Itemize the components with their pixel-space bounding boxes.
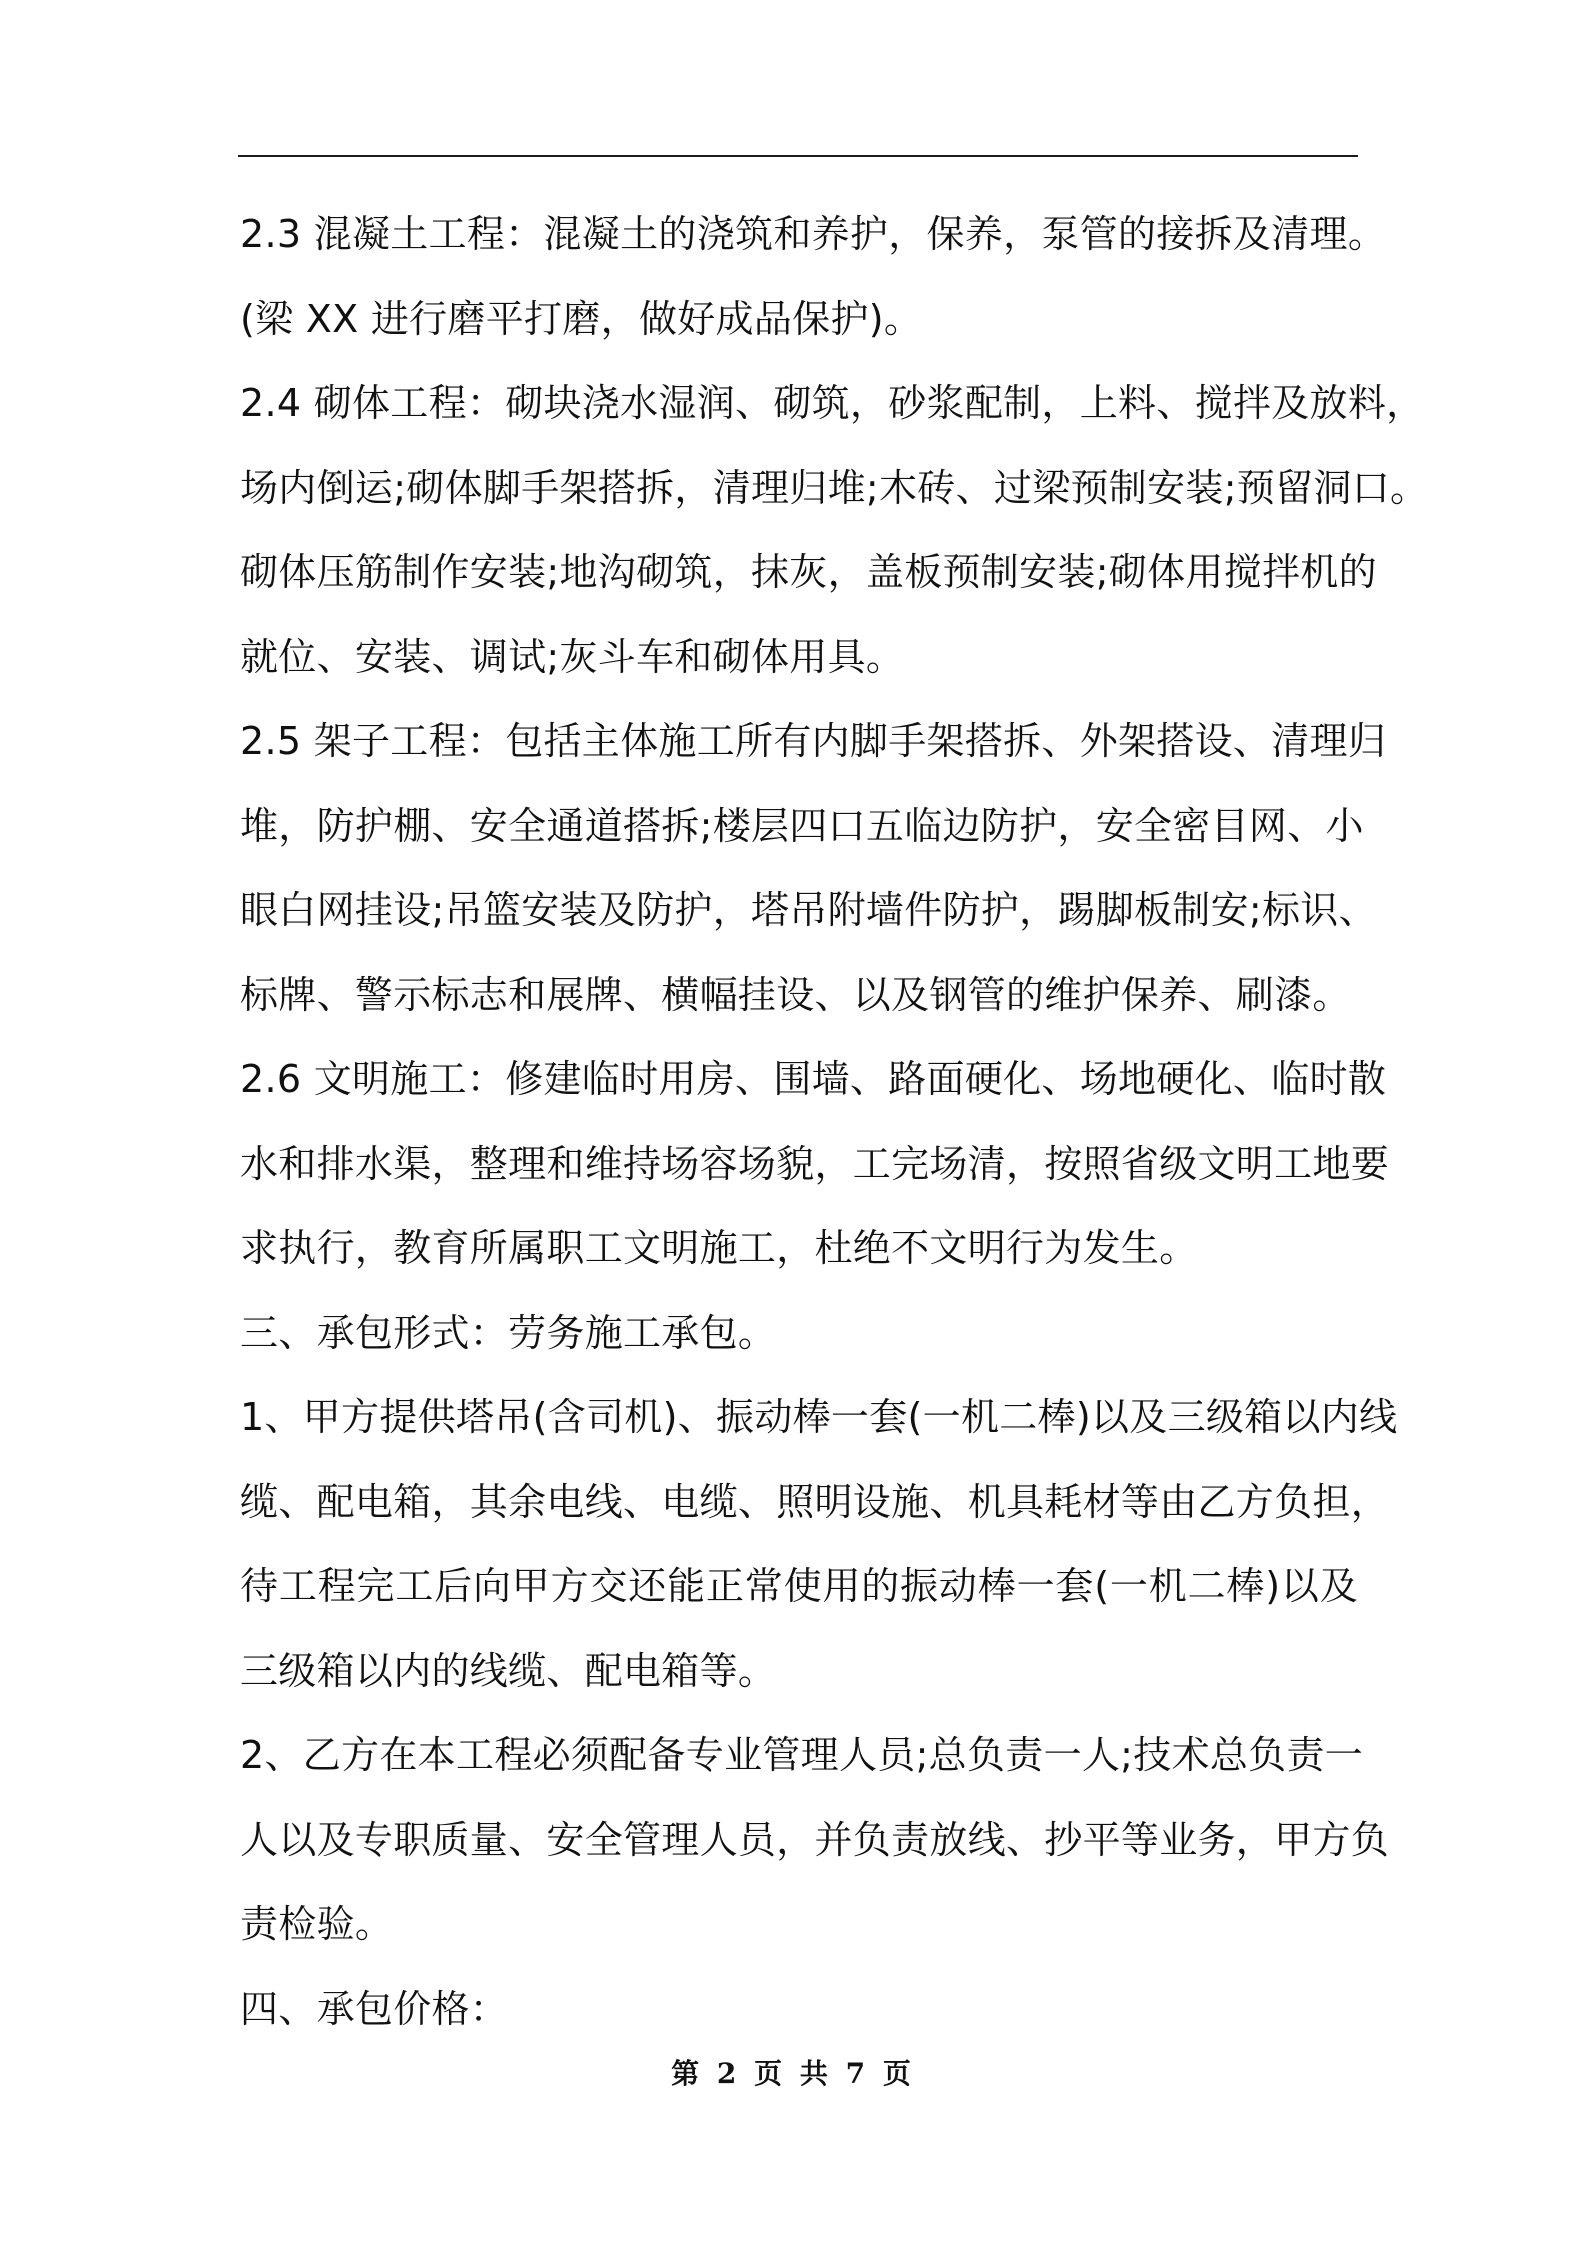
text-line: 2.5 架子工程：包括主体施工所有内脚手架搭拆、外架搭设、清理归 xyxy=(240,719,1387,763)
text-line: 水和排水渠，整理和维持场容场貌，工完场清，按照省级文明工地要 xyxy=(240,1141,1390,1186)
text-line: 三级箱以内的线缆、配电箱等。 xyxy=(240,1648,777,1693)
text-line: 人以及专职质量、安全管理人员，并负责放线、抄平等业务，甲方负 xyxy=(240,1817,1390,1862)
text-line: 就位、安装、调试;灰斗车和砌体用具。 xyxy=(240,634,905,679)
document-body xyxy=(240,192,1429,2051)
text-line: 砌体压筋制作安装;地沟砌筑，抹灰，盖板预制安装;砌体用搅拌机的 xyxy=(240,550,1377,594)
text-line: 责检验。 xyxy=(240,1902,394,1946)
text-line: 堆，防护棚、安全通道搭拆;楼层四口五临边防护，安全密目网、小 xyxy=(240,803,1364,848)
text-line: 1、甲方提供塔吊(含司机)、振动棒一套(一机二棒)以及三级箱以内线 xyxy=(240,1395,1398,1439)
text-line: 2、乙方在本工程必须配备专业管理人员;总负责一人;技术总负责一 xyxy=(240,1733,1364,1777)
text-line: 2.6 文明施工：修建临时用房、围墙、路面硬化、场地硬化、临时散 xyxy=(240,1057,1387,1101)
text-line: 2.4 砌体工程：砌块浇水湿润、砌筑，砂浆配制，上料、搅拌及放料， xyxy=(240,381,1425,425)
section-heading: 三、承包形式：劳务施工承包。 xyxy=(240,1310,777,1355)
header-rule xyxy=(238,155,1358,157)
text-line: 缆、配电箱，其余电线、电缆、照明设施、机具耗材等由乙方负担， xyxy=(240,1479,1390,1524)
text-line: (梁 XX 进行磨平打磨，做好成品保护)。 xyxy=(240,296,923,341)
page-number: 第 2 页 共 7 页 xyxy=(671,2057,915,2090)
text-line: 场内倒运;砌体脚手架搭拆，清理归堆;木砖、过梁预制安装;预留洞口。 xyxy=(240,465,1429,510)
text-line: 标牌、警示标志和展牌、横幅挂设、以及钢管的维护保养、刷漆。 xyxy=(240,972,1351,1017)
text-line: 2.3 混凝土工程：混凝土的浇筑和养护，保养，泵管的接拆及清理。 xyxy=(240,212,1387,256)
section-heading: 四、承包价格： xyxy=(240,1986,509,2031)
text-line: 待工程完工后向甲方交还能正常使用的振动棒一套(一机二棒)以及 xyxy=(240,1564,1358,1608)
text-line: 眼白网挂设;吊篮安装及防护，塔吊附墙件防护，踢脚板制安;标识、 xyxy=(240,888,1377,932)
text-line: 求执行，教育所属职工文明施工，杜绝不文明行为发生。 xyxy=(240,1226,1198,1270)
